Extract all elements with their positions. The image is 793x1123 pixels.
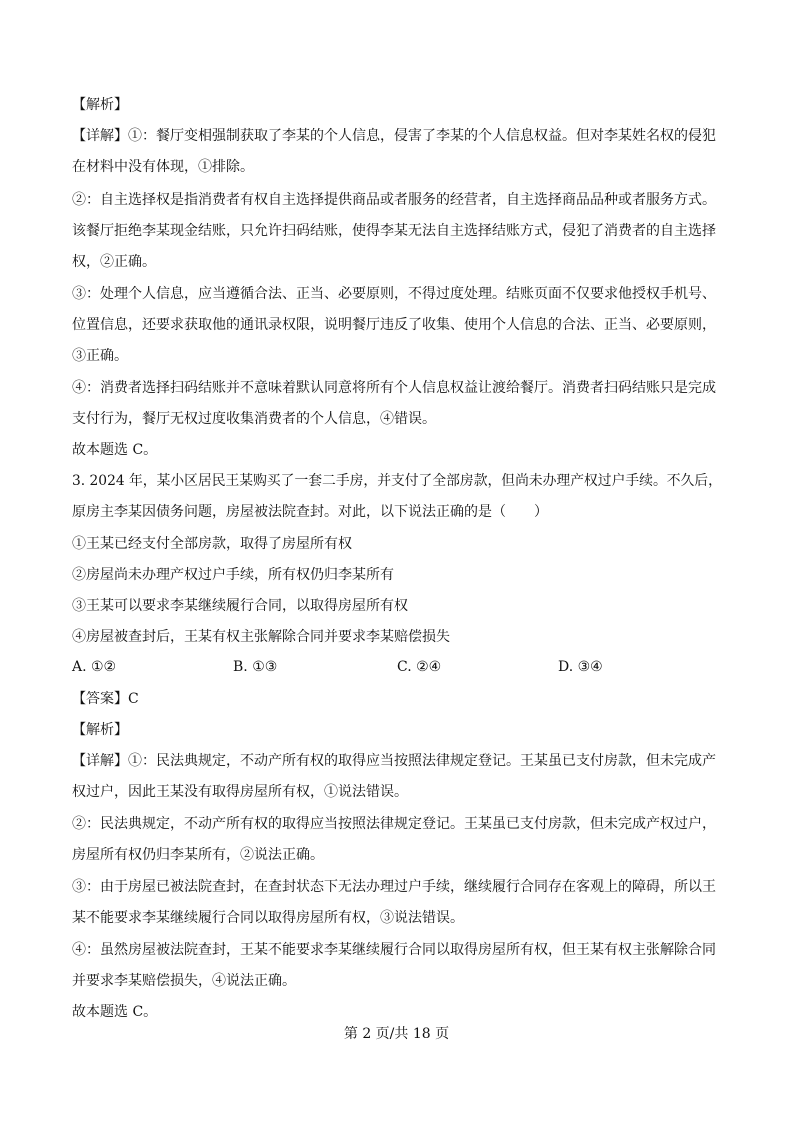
section-heading-analysis: 【解析】 [72,722,128,738]
statement-item: ③王某可以要求李某继续履行合同，以取得房屋所有权 [72,598,408,614]
option-a: A. ①② [72,659,117,675]
statement-item: ②房屋尚未办理产权过户手续，所有权仍归李某所有 [72,567,394,583]
page-footer: 第 2 页/共 18 页 [343,1026,450,1042]
statement-item: ①王某已经支付全部房款，取得了房屋所有权 [72,536,352,552]
text-line: 并要求李某赔偿损失，④说法正确。 [72,973,296,989]
text-line: 权过户，因此王某没有取得房屋所有权，①说法错误。 [72,784,408,800]
answer-options [72,657,722,677]
question-stem: 原房主李某因债务问题，房屋被法院查封。对此，以下说法正确的是（ ） [72,504,548,520]
text-line: 该餐厅拒绝李某现金结账，只允许扫码结账，使得李某无法自主选择结账方式，侵犯了消费者的自主选择 [72,223,716,239]
text-line: 位置信息，还要求获取他的通讯录权限，说明餐厅违反了收集、使用个人信息的合法、正当、必要原则， [72,317,716,333]
text-line: 【详解】①：餐厅变相强制获取了李某的个人信息，侵害了李某的个人信息权益。但对李某姓名权的侵犯 [72,128,716,144]
option-b: B. ①③ [233,659,278,675]
text-line: 故本题选 C。 [72,1004,158,1020]
text-line: 在材料中没有体现，①排除。 [72,159,254,175]
text-line: ④：消费者选择扫码结账并不意味着默认同意将所有个人信息权益让渡给餐厅。消费者扫码结账只是完成 [72,380,716,396]
text-line: 某不能要求李某继续履行合同以取得房屋所有权，③说法错误。 [72,910,464,926]
text-line: ④：虽然房屋被法院查封，王某不能要求李某继续履行合同以取得房屋所有权，但王某有权主张解除合同 [72,942,716,958]
text-line: ③正确。 [72,348,128,364]
question-stem: 3. 2024 年，某小区居民王某购买了一套二手房，并支付了全部房款，但尚未办理产权过户手续。不久后， [72,473,722,489]
text-line: ②：民法典规定，不动产所有权的取得应当按照法律规定登记。王某虽已支付房款，但未完成产权过户， [72,816,716,832]
answer-line: 【答案】C [72,691,139,707]
text-line: 权，②正确。 [72,254,156,270]
text-line: 房屋所有权仍归李某所有，②说法正确。 [72,847,324,863]
statement-item: ④房屋被查封后，王某有权主张解除合同并要求李某赔偿损失 [72,629,450,645]
text-line: ②：自主选择权是指消费者有权自主选择提供商品或者服务的经营者，自主选择商品品种或者服务方式。 [72,192,716,208]
text-line: 【详解】①：民法典规定，不动产所有权的取得应当按照法律规定登记。王某虽已支付房款，但未完成产 [72,753,716,769]
text-line: ③：处理个人信息，应当遵循合法、正当、必要原则，不得过度处理。结账页面不仅要求他授权手机号、 [72,286,716,302]
option-d: D. ③④ [558,659,603,675]
text-line: 故本题选 C。 [72,442,158,458]
section-heading-analysis: 【解析】 [72,97,128,113]
option-c: C. ②④ [397,659,442,675]
text-line: ③：由于房屋已被法院查封，在查封状态下无法办理过户手续，继续履行合同存在客观上的障碍，所以王 [72,879,716,895]
text-line: 支付行为，餐厅无权过度收集消费者的个人信息，④错误。 [72,411,436,427]
